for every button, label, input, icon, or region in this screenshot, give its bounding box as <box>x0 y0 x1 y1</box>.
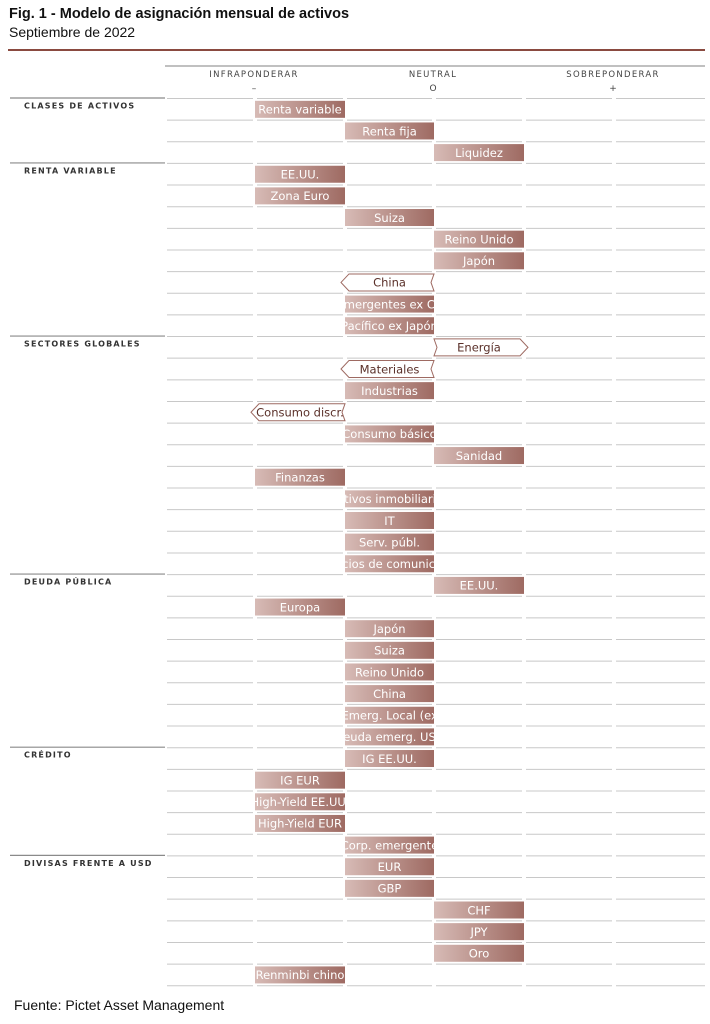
bar-label-1-4: Japón <box>462 254 496 269</box>
bar-label-5-0: EUR <box>377 860 402 875</box>
bar-label-1-7: Pacífico ex Japón <box>341 319 438 334</box>
scale-symbol-0: – <box>251 84 257 94</box>
scale-header-2: SOBREPONDERAR <box>566 70 660 80</box>
bar-label-3-2: Japón <box>373 621 406 636</box>
bar-label-2-5: Sanidad <box>455 448 503 463</box>
bar-label-5-1: GBP <box>377 881 402 896</box>
bar-label-2-10: Servicios de comunicación <box>313 557 466 572</box>
figure-subtitle: Septiembre de 2022 <box>9 24 136 40</box>
bar-label-1-2: Suiza <box>374 210 405 225</box>
bar-label-3-0: EE.UU. <box>459 578 499 593</box>
group-label-2: SECTORES GLOBALES <box>24 339 141 349</box>
bar-label-3-3: Suiza <box>374 643 405 658</box>
bar-label-5-3: JPY <box>470 924 488 939</box>
bar-label-1-3: Reino Unido <box>444 232 514 247</box>
bar-label-2-7: Activos inmobiliarios <box>330 492 449 507</box>
bar-label-5-2: CHF <box>467 903 491 918</box>
figure-title: Fig. 1 - Modelo de asignación mensual de activos <box>9 6 350 22</box>
bar-label-2-2: Industrias <box>361 383 418 398</box>
bar-label-2-3: Consumo discr. <box>256 405 344 420</box>
bar-label-2-4: Consumo básico <box>342 427 437 442</box>
bar-label-1-0: EE.UU. <box>280 167 320 182</box>
group-label-5: DIVISAS FRENTE A USD <box>24 858 153 868</box>
scale-header-0: INFRAPONDERAR <box>209 70 299 80</box>
group-label-1: RENTA VARIABLE <box>24 166 117 176</box>
bar-label-2-0: Energía <box>457 340 501 355</box>
bar-label-3-6: Deuda Emerg. Local (ex China) <box>300 708 479 723</box>
bar-label-4-3: High-Yield EUR <box>258 816 342 831</box>
group-label-0: CLASES DE ACTIVOS <box>24 101 136 111</box>
bar-label-4-2: High-Yield EE.UU. <box>250 795 350 810</box>
bar-label-0-2: Liquidez <box>455 145 503 160</box>
scale-header-1: NEUTRAL <box>408 70 458 80</box>
bar-label-4-0: IG EE.UU. <box>362 751 417 766</box>
bar-label-0-1: Renta fija <box>362 124 417 139</box>
bar-label-1-6: M. Emergentes ex China <box>319 297 460 312</box>
bar-label-5-5: Renminbi chino <box>255 968 345 983</box>
source-note: Fuente: Pictet Asset Management <box>14 997 225 1013</box>
scale-symbol-2: + <box>609 84 617 94</box>
bar-label-3-7: Deuda emerg. USD <box>334 730 445 745</box>
group-label-4: CRÉDITO <box>24 750 72 760</box>
bar-label-4-4: Corp. emergente <box>340 838 439 853</box>
bar-label-5-4: Oro <box>468 946 490 961</box>
bar-label-2-1: Materiales <box>359 362 420 377</box>
bar-label-3-1: Europa <box>279 600 321 615</box>
bar-label-1-1: Zona Euro <box>270 189 330 204</box>
bar-label-2-9: Serv. públ. <box>358 535 421 550</box>
bar-label-2-6: Finanzas <box>275 470 325 485</box>
group-label-3: DEUDA PÚBLICA <box>24 577 113 587</box>
bar-label-1-5: China <box>373 275 406 290</box>
scale-symbol-1: O <box>429 84 437 94</box>
bar-label-3-5: China <box>373 686 406 701</box>
bar-label-3-4: Reino Unido <box>355 665 424 680</box>
bar-label-2-8: IT <box>384 513 395 528</box>
bar-label-4-1: IG EUR <box>280 773 320 788</box>
bar-label-0-0: Renta variable <box>258 102 342 117</box>
